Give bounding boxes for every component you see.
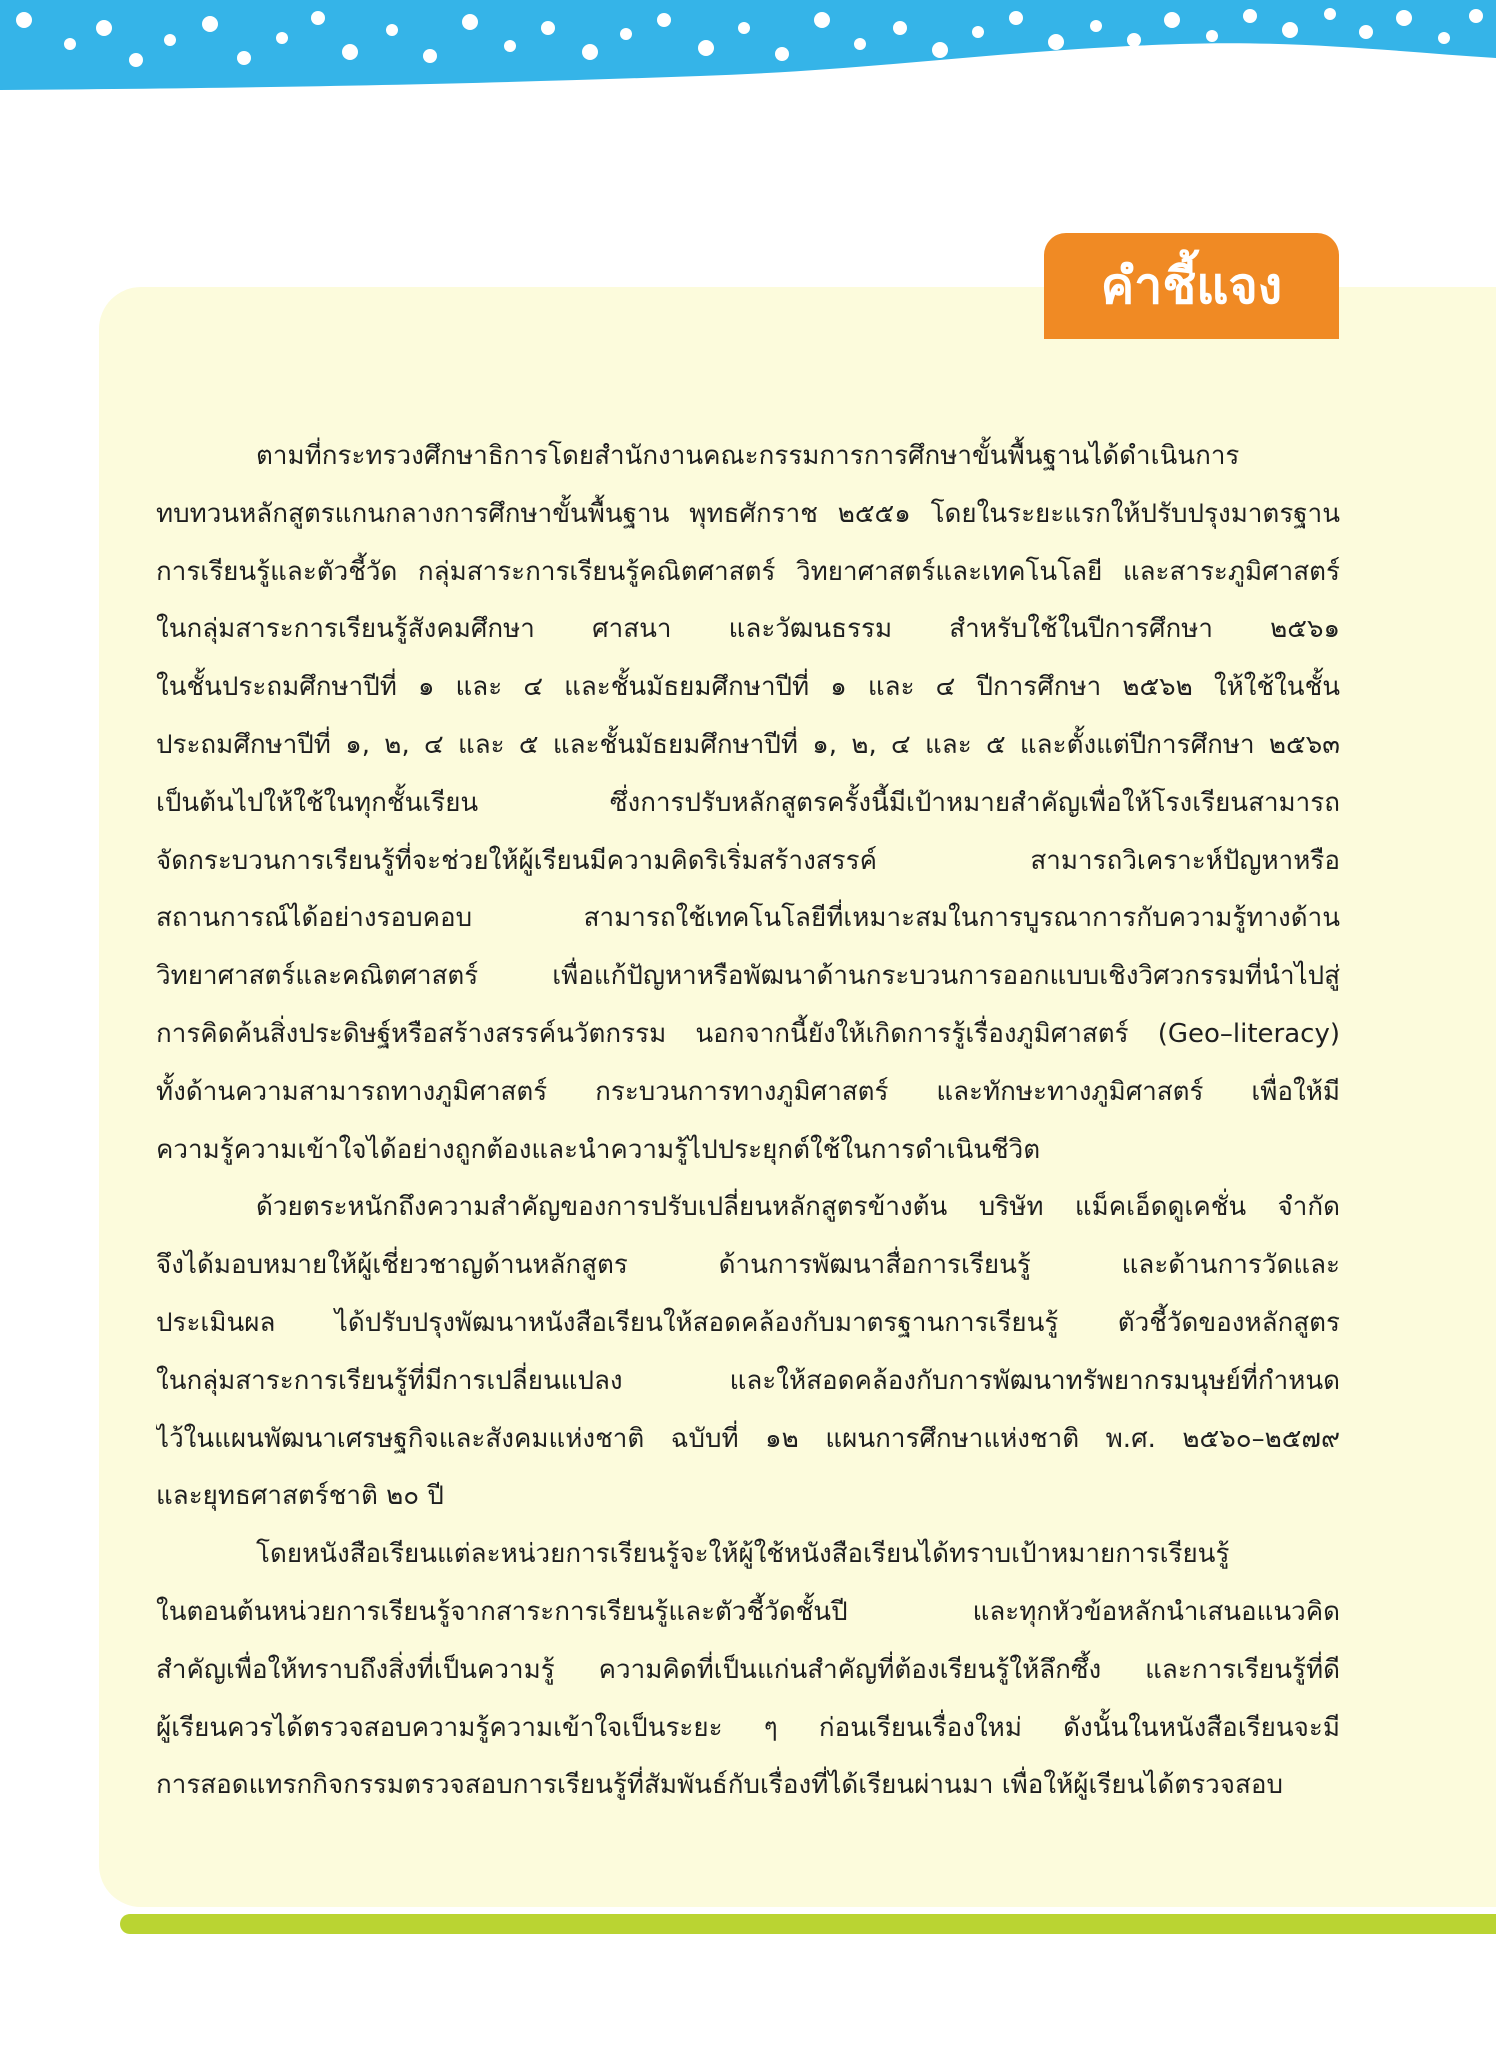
body-text: [156, 428, 1340, 1815]
dot: [1438, 32, 1450, 44]
dot: [657, 13, 671, 27]
dot: [893, 21, 907, 35]
dot: [541, 21, 555, 35]
text-line: ประเมินผล ได้ปรับปรุงพัฒนาหนังสือเรียนให้สอดคล้องกับมาตรฐานการเรียนรู้ ตัวชี้วัดของหลักสูตร: [156, 1307, 1340, 1338]
dot: [582, 44, 598, 60]
text-line: จัดกระบวนการเรียนรู้ที่จะช่วยให้ผู้เรียนมีความคิดริเริ่มสร้างสรรค์ สามารถวิเคราะห์ปัญหาหรือ: [156, 845, 1340, 876]
dot: [129, 53, 143, 67]
dot: [1164, 12, 1180, 28]
dot: [16, 12, 32, 28]
text-line: ประถมศึกษาปีที่ ๑, ๒, ๔ และ ๕ และชั้นมัธยมศึกษาปีที่ ๑, ๒, ๔ และ ๕ และตั้งแต่ปีการศึกษา ๒๕๖๓: [156, 729, 1340, 760]
dot: [202, 16, 218, 32]
dot: [738, 22, 750, 34]
text-line: ในกลุ่มสาระการเรียนรู้สังคมศึกษา ศาสนา และวัฒนธรรม สำหรับใช้ในปีการศึกษา ๒๕๖๑: [156, 614, 1340, 645]
text-line: และยุทธศาสตร์ชาติ ๒๐ ปี: [156, 1481, 444, 1512]
text-line: การสอดแทรกกิจกรรมตรวจสอบการเรียนรู้ที่สัมพันธ์กับเรื่องที่ได้เรียนผ่านมา เพื่อให้ผู้เรียนได้ตรวจสอบ: [156, 1770, 1283, 1801]
text-line: ด้วยตระหนักถึงความสำคัญของการปรับเปลี่ยนหลักสูตรข้างต้น บริษัท แม็คเอ็ดดูเคชั่น จำกัด: [256, 1192, 1340, 1223]
dot: [342, 44, 358, 60]
dot: [311, 11, 325, 25]
dot: [620, 28, 632, 40]
page-title: คำชี้แจง: [1044, 233, 1339, 339]
text-line: การคิดค้นสิ่งประดิษฐ์หรือสร้างสรรค์นวัตกรรม นอกจากนี้ยังให้เกิดการรู้เรื่องภูมิศาสตร์ (Geo–literacy): [156, 1018, 1340, 1049]
text-line: ในกลุ่มสาระการเรียนรู้ที่มีการเปลี่ยนแปลง และให้สอดคล้องกับการพัฒนาทรัพยากรมนุษย์ที่กำหนด: [156, 1365, 1340, 1396]
decorative-top-band: [0, 0, 1496, 100]
dot: [1282, 22, 1298, 38]
dot: [1090, 20, 1102, 32]
dot: [276, 32, 288, 44]
text-line: เป็นต้นไปให้ใช้ในทุกชั้นเรียน ซึ่งการปรับหลักสูตรครั้งนี้มีเป้าหมายสำคัญเพื่อให้โรงเรียนสามารถ: [156, 787, 1340, 818]
text-line: ทั้งด้านความสามารถทางภูมิศาสตร์ กระบวนการทางภูมิศาสตร์ และทักษะทางภูมิศาสตร์ เพื่อให้มี: [156, 1076, 1340, 1107]
dot: [96, 20, 112, 36]
dot: [854, 38, 866, 50]
dot: [462, 14, 478, 30]
text-line: สำคัญเพื่อให้ทราบถึงสิ่งที่เป็นความรู้ ความคิดที่เป็นแก่นสำคัญที่ต้องเรียนรู้ให้ลึกซึ้ง และการเรียนรู้ที่ดี: [156, 1654, 1340, 1685]
dot: [1324, 8, 1336, 20]
dot: [423, 49, 437, 63]
dot: [164, 34, 176, 46]
dot: [1009, 11, 1023, 25]
dot: [972, 26, 984, 38]
paragraph: [156, 1179, 1340, 1526]
text-line: จึงได้มอบหมายให้ผู้เชี่ยวชาญด้านหลักสูตร ด้านการพัฒนาสื่อการเรียนรู้ และด้านการวัดและ: [156, 1250, 1340, 1281]
dot: [1243, 9, 1257, 23]
dot: [64, 38, 76, 50]
paragraph: [156, 1526, 1340, 1815]
text-line: ในตอนต้นหน่วยการเรียนรู้จากสาระการเรียนรู้และตัวชี้วัดชั้นปี และทุกหัวข้อหลักนำเสนอแนวคิด: [156, 1596, 1340, 1627]
text-line: ในชั้นประถมศึกษาปีที่ ๑ และ ๔ และชั้นมัธยมศึกษาปีที่ ๑ และ ๔ ปีการศึกษา ๒๕๖๒ ให้ใช้ในชั้น: [156, 672, 1340, 703]
text-line: ทบทวนหลักสูตรแกนกลางการศึกษาขั้นพื้นฐาน พุทธศักราช ๒๕๕๑ โดยในระยะแรกให้ปรับปรุงมาตรฐาน: [156, 498, 1340, 529]
text-line: วิทยาศาสตร์และคณิตศาสตร์ เพื่อแก้ปัญหาหรือพัฒนาด้านกระบวนการออกแบบเชิงวิศวกรรมที่นำไปสู่: [156, 961, 1340, 992]
dot: [1206, 30, 1218, 42]
dot: [1127, 33, 1141, 47]
text-line: สถานการณ์ได้อย่างรอบคอบ สามารถใช้เทคโนโลยีที่เหมาะสมในการบูรณาการกับความรู้ทางด้าน: [156, 903, 1340, 934]
text-line: ผู้เรียนควรได้ตรวจสอบความรู้ความเข้าใจเป็นระยะ ๆ ก่อนเรียนเรื่องใหม่ ดังนั้นในหนังสือเรียนจะมี: [156, 1712, 1340, 1743]
dot: [1469, 9, 1483, 23]
text-line: ตามที่กระทรวงศึกษาธิการโดยสำนักงานคณะกรรมการการศึกษาขั้นพื้นฐานได้ดำเนินการ: [256, 441, 1240, 471]
dot: [814, 12, 830, 28]
dot: [237, 51, 251, 65]
text-line: ไว้ในแผนพัฒนาเศรษฐกิจและสังคมแห่งชาติ ฉบับที่ ๑๒ แผนการศึกษาแห่งชาติ พ.ศ. ๒๕๖๐–๒๕๗๙: [156, 1423, 1340, 1454]
dot: [504, 40, 516, 52]
text-line: ความรู้ความเข้าใจได้อย่างถูกต้องและนำความรู้ไปประยุกต์ใช้ในการดำเนินชีวิต: [156, 1134, 1041, 1165]
dot: [775, 47, 789, 61]
paragraph: [156, 428, 1340, 1179]
text-line: โดยหนังสือเรียนแต่ละหน่วยการเรียนรู้จะให้ผู้ใช้หนังสือเรียนได้ทราบเป้าหมายการเรียนรู้: [256, 1539, 1230, 1570]
dot: [1359, 25, 1373, 39]
panel-bottom-bar: [120, 1914, 1496, 1934]
text-line: การเรียนรู้และตัวชี้วัด กลุ่มสาระการเรียนรู้คณิตศาสตร์ วิทยาศาสตร์และเทคโนโลยี และสาระภูมิศาสตร์: [156, 556, 1340, 587]
dot: [932, 42, 948, 58]
dot: [1048, 34, 1064, 50]
dot: [698, 40, 714, 56]
sky-wave: [0, 0, 1496, 90]
dot: [1396, 10, 1412, 26]
dot: [386, 24, 398, 36]
